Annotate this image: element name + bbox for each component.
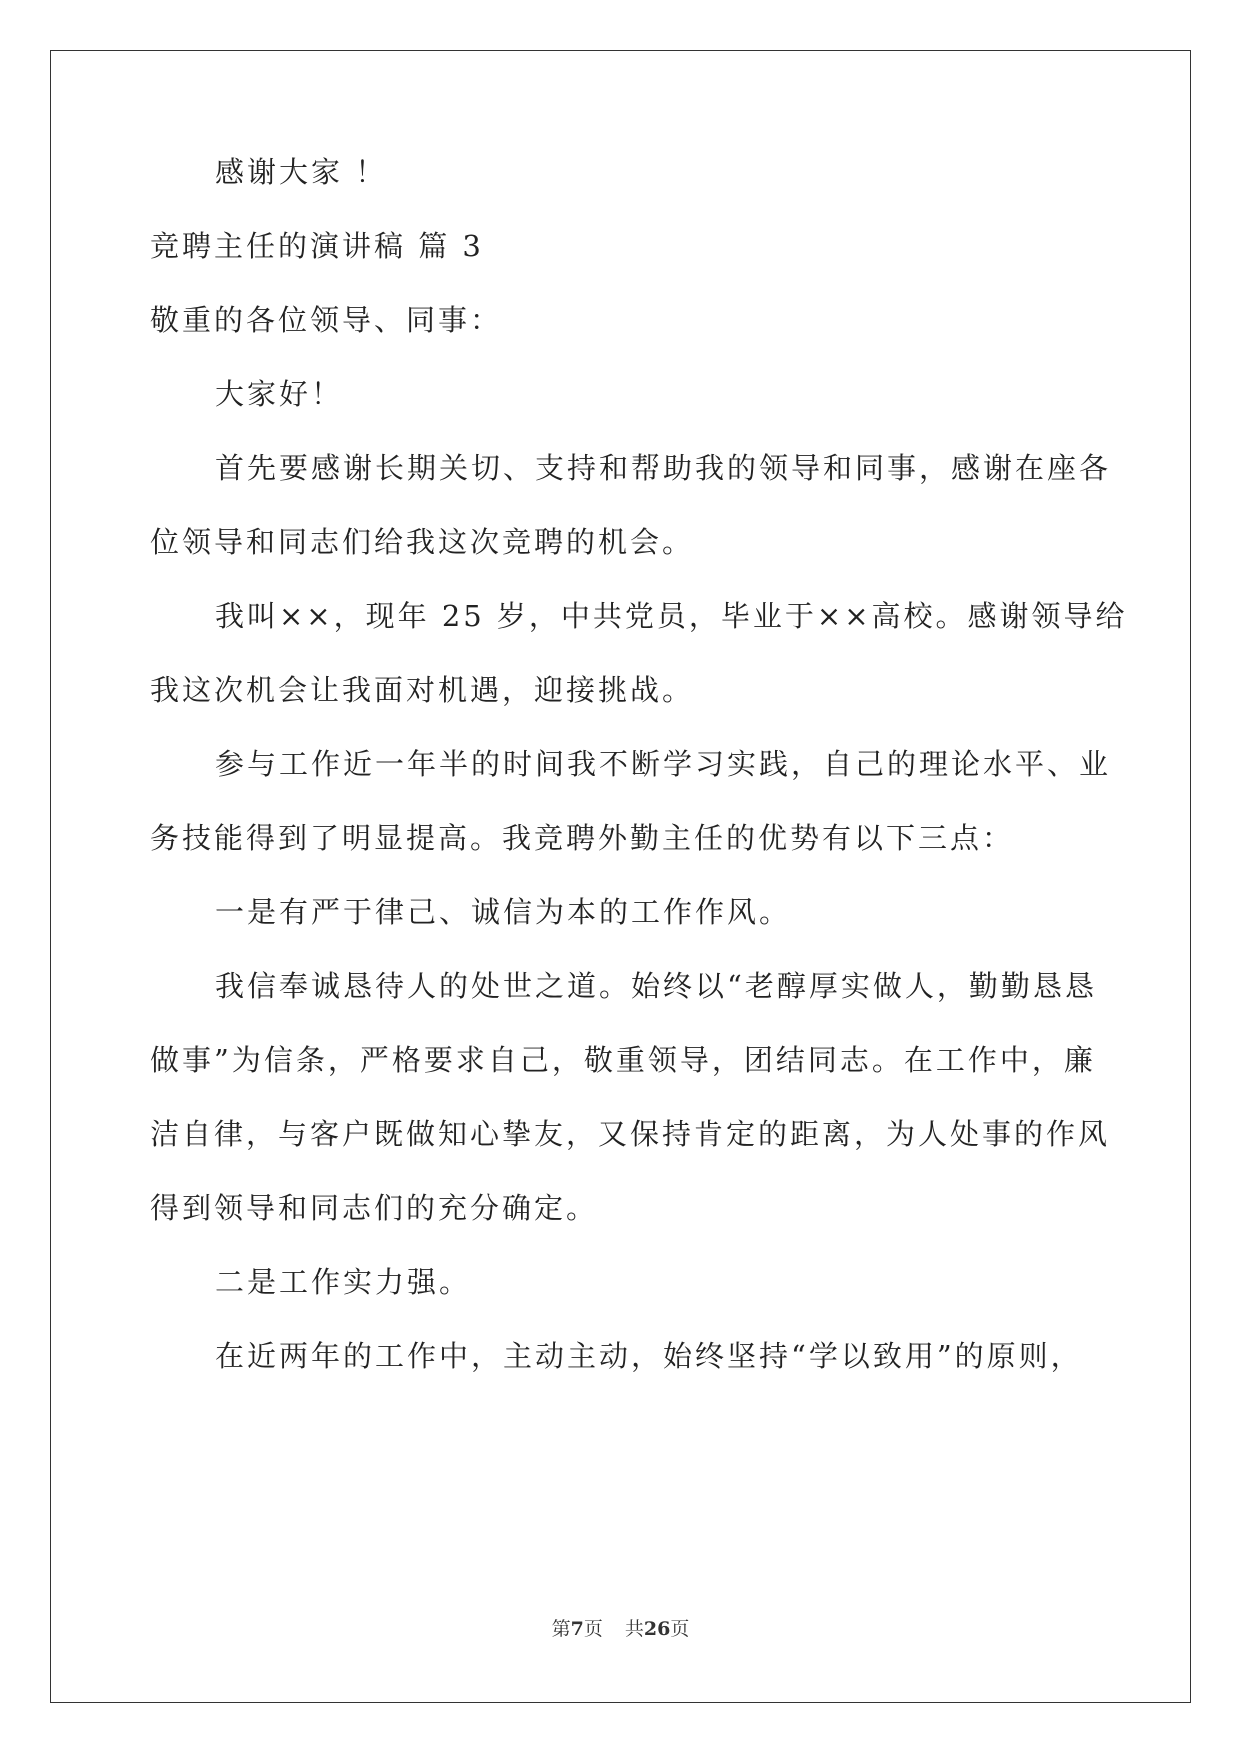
paragraph-line: 首先要感谢长期关切、支持和帮助我的领导和同事，感谢在座各 — [215, 451, 1112, 485]
paragraph-line: 洁自律，与客户既做知心挚友，又保持肯定的距离，为人处事的作风 — [150, 1117, 1111, 1151]
paragraph-line: 做事”为信条，严格要求自己，敬重领导，团结同志。在工作中，廉 — [150, 1043, 1096, 1077]
page-prefix: 第 — [551, 1618, 571, 1640]
closing-thanks: 感谢大家 ！ — [215, 155, 388, 189]
total-unit: 页 — [670, 1618, 690, 1640]
paragraph-line: 务技能得到了明显提高。我竞聘外勤主任的优势有以下三点： — [150, 821, 1015, 855]
page-unit: 页 — [583, 1618, 603, 1640]
page-border — [50, 50, 1191, 1703]
paragraph-line: 我这次机会让我面对机遇，迎接挑战。 — [150, 673, 695, 707]
total-prefix: 共 — [624, 1618, 644, 1640]
paragraph-line: 一是有严于律己、诚信为本的工作作风。 — [215, 895, 792, 929]
page-current: 7 — [570, 1618, 584, 1640]
paragraph-line: 得到领导和同志们的充分确定。 — [150, 1191, 599, 1225]
paragraph-line: 我叫××，现年 25 岁，中共党员，毕业于××高校。感谢领导给 — [215, 599, 1128, 633]
paragraph-line: 位领导和同志们给我这次竞聘的机会。 — [150, 525, 695, 559]
paragraph-line: 二是工作实力强。 — [215, 1265, 472, 1299]
paragraph-line: 我信奉诚恳待人的处世之道。始终以“老醇厚实做人，勤勤恳恳 — [215, 969, 1097, 1003]
section-title: 竞聘主任的演讲稿 篇 3 — [150, 229, 484, 263]
page-total: 26 — [643, 1618, 671, 1640]
paragraph-line: 在近两年的工作中，主动主动，始终坚持“学以致用”的原则， — [215, 1339, 1083, 1373]
salutation: 敬重的各位领导、同事： — [150, 303, 503, 337]
paragraph-line: 参与工作近一年半的时间我不断学习实践，自己的理论水平、业 — [215, 747, 1112, 781]
page-footer — [0, 1620, 1241, 1639]
greeting: 大家好！ — [215, 377, 344, 411]
